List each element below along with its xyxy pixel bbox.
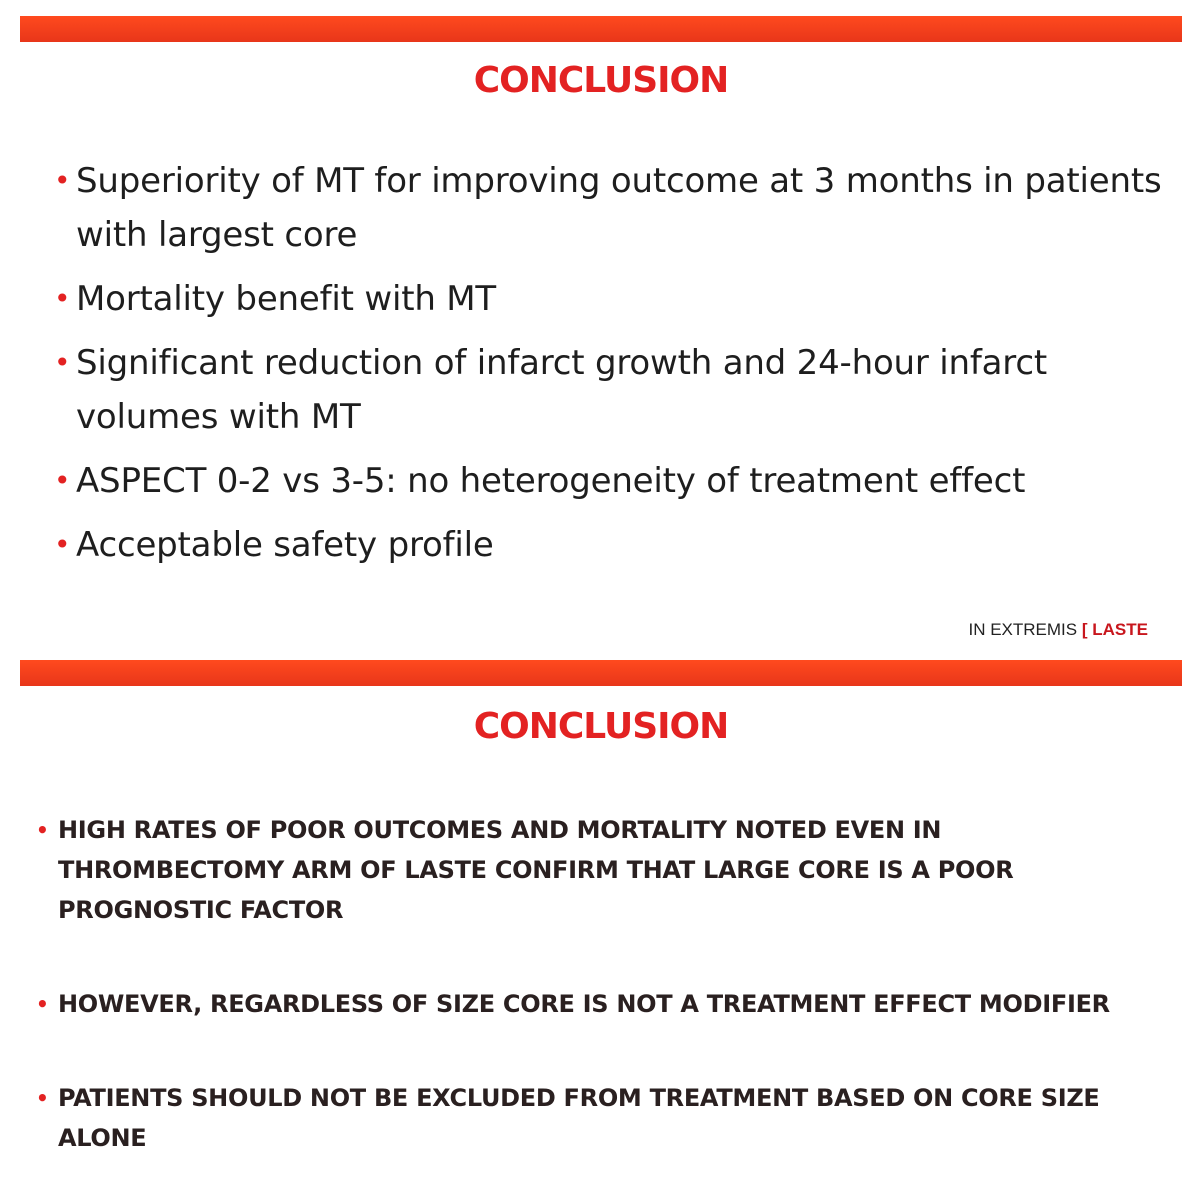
slide-title: CONCLUSION (473, 706, 729, 747)
bullet-dot-icon: • (54, 464, 71, 497)
bullet-text: HIGH RATES OF POOR OUTCOMES AND MORTALITY NOTED EVEN IN THROMBECTOMY ARM OF LASTE CONFIRM THAT LARGE CORE IS A POOR PROGNOSTIC FACTOR (58, 816, 1014, 924)
bullet-dot-icon: • (36, 992, 49, 1016)
bullet-text: PATIENTS SHOULD NOT BE EXCLUDED FROM TREATMENT BASED ON CORE SIZE ALONE (58, 1084, 1100, 1152)
bullet-dot-icon: • (54, 282, 71, 315)
bullet-text: Significant reduction of infarct growth and 24-hour infarct volumes with MT (76, 343, 1047, 437)
bullet-dot-icon: • (54, 528, 71, 561)
bullet-item (54, 272, 1164, 326)
red-header-bar (20, 660, 1182, 686)
bullet-dot-icon: • (36, 818, 49, 842)
bullet-dot-icon: • (54, 164, 71, 197)
footer-bracket: [ (1081, 620, 1088, 639)
bullet-item (36, 810, 1166, 930)
bullet-item (36, 984, 1166, 1024)
bullet-item (54, 336, 1164, 444)
bullet-text: Acceptable safety profile (76, 525, 494, 565)
footer-brand: LASTE (1092, 620, 1148, 639)
bullet-list (36, 810, 1166, 1158)
footer-prefix: IN EXTREMIS (968, 620, 1078, 639)
bullet-text: Mortality benefit with MT (76, 279, 497, 319)
bullet-item (54, 454, 1164, 508)
slide-footer (969, 620, 1149, 640)
bullet-dot-icon: • (54, 346, 71, 379)
bullet-text: ASPECT 0-2 vs 3-5: no heterogeneity of treatment effect (76, 461, 1026, 501)
bullet-text: Superiority of MT for improving outcome at 3 months in patients with largest core (76, 161, 1162, 255)
red-header-bar (20, 16, 1182, 42)
bullet-item (36, 1078, 1166, 1158)
conclusion-slide-top (20, 16, 1182, 650)
bullet-list (54, 154, 1164, 582)
slide-title: CONCLUSION (473, 60, 729, 101)
bullet-text: HOWEVER, REGARDLESS OF SIZE CORE IS NOT A TREATMENT EFFECT MODIFIER (58, 990, 1110, 1018)
bullet-dot-icon: • (36, 1086, 49, 1110)
bullet-item (54, 154, 1164, 262)
conclusion-slide-bottom (20, 660, 1182, 1186)
bullet-item (54, 518, 1164, 572)
